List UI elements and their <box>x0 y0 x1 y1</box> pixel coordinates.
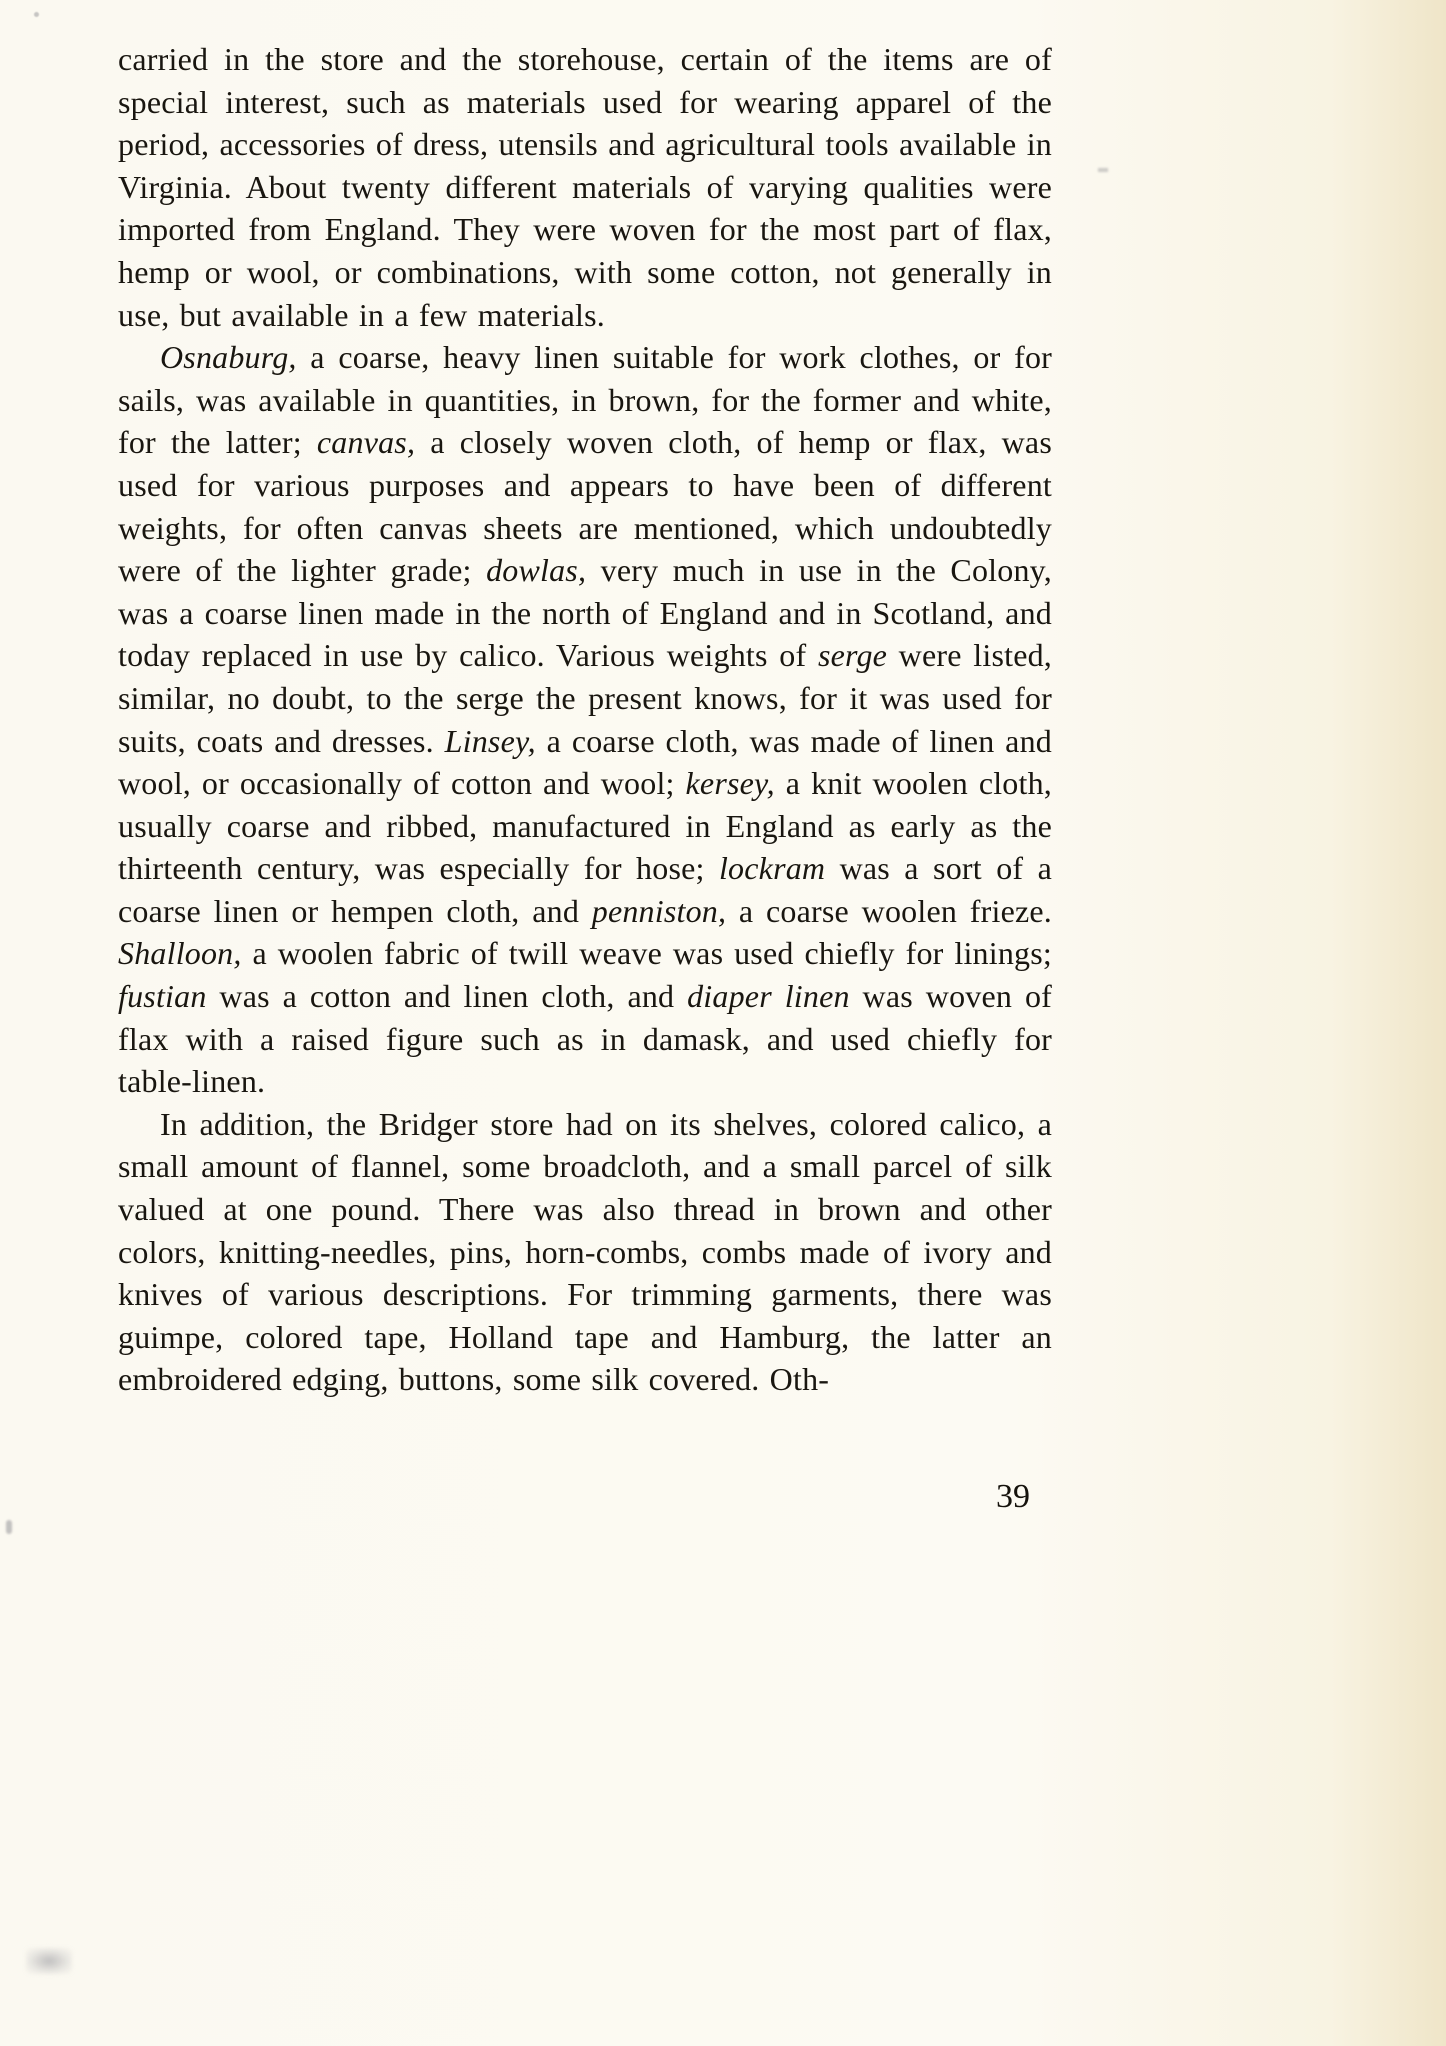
text-segment: carried in the store and the storehouse, certain of the items are of special interest, such as materials used for wearing apparel of the period, accessories of dress, utensils and agricultural tools available in Virginia. About twenty different materials of varying qualities were imported from England. They were woven for the most part of flax, hemp or wool, or combinations, with some cotton, not generally in use, but available in a few materials. <box>118 41 1052 333</box>
italic-text-segment: canvas, <box>316 424 416 461</box>
text-segment: a knit woolen cloth, usually coarse and ribbed, manufactured in England as early as the thirteenth century, was especially for hose; <box>118 765 1053 887</box>
scan-mark-top <box>34 12 39 17</box>
italic-text-segment: Shalloon, <box>118 935 242 972</box>
italic-text-segment: Osnaburg, <box>160 339 297 376</box>
scan-mark-right <box>1098 168 1108 172</box>
text-segment: was a sort of a coarse linen or hempen cloth, and <box>118 850 1053 929</box>
text-segment: were listed, similar, no doubt, to the serge the present knows, for it was used for suits, coats and dresses. <box>118 637 1052 759</box>
paragraph <box>118 336 1052 1103</box>
italic-text-segment: dowlas, <box>486 552 587 589</box>
text-segment: In addition, the Bridger store had on its shelves, colored calico, a small amount of flannel, some broadcloth, and a small parcel of silk valued at one pound. There was also thread in brown and other colors, knitting-needles, pins, horn-combs, combs made of ivory and knives of various descriptions. For trimming garments, there was guimpe, colored tape, Holland tape and Hamburg, the latter an embroidered edging, buttons, some silk covered. Oth- <box>118 1105 1052 1398</box>
text-segment: a coarse cloth, was made of linen and wool, or occasionally of cotton and wool; <box>118 722 1052 802</box>
italic-text-segment: serge <box>817 637 888 674</box>
text-segment: was woven of flax with a raised figure such as in damask, and used chiefly for table-linen. <box>118 978 1053 1100</box>
italic-text-segment: fustian <box>118 978 207 1015</box>
italic-text-segment: diaper linen <box>687 978 850 1015</box>
text-segment: a coarse, heavy linen suitable for work clothes, or for sails, was available in quantities, in brown, for the former and white, for the latter; <box>118 339 1052 461</box>
paragraph <box>118 38 1052 336</box>
text-segment: a closely woven cloth, of hemp or flax, was used for various purposes and appears to have been of different weights, for often canvas sheets are mentioned, which undoubtedly were of the lighter grade; <box>118 424 1052 589</box>
italic-text-segment: penniston, <box>591 892 727 929</box>
page-body <box>118 38 1052 1401</box>
scan-mark-left <box>6 1520 12 1534</box>
text-segment: very much in use in the Colony, was a coarse linen made in the north of England and in Scotland, and today replaced in use by calico. Various weights of <box>118 552 1052 674</box>
italic-text-segment: kersey, <box>685 765 775 802</box>
scan-smudge <box>26 1948 72 1974</box>
text-segment: a coarse woolen frieze. <box>726 892 1052 929</box>
text-segment: was a cotton and linen cloth, and <box>206 978 688 1015</box>
italic-text-segment: Linsey, <box>444 722 536 759</box>
page-number: 39 <box>996 1478 1030 1515</box>
italic-text-segment: lockram <box>718 850 826 887</box>
paragraph <box>118 1103 1052 1401</box>
text-segment: a woolen fabric of twill weave was used chiefly for linings; <box>241 935 1052 972</box>
